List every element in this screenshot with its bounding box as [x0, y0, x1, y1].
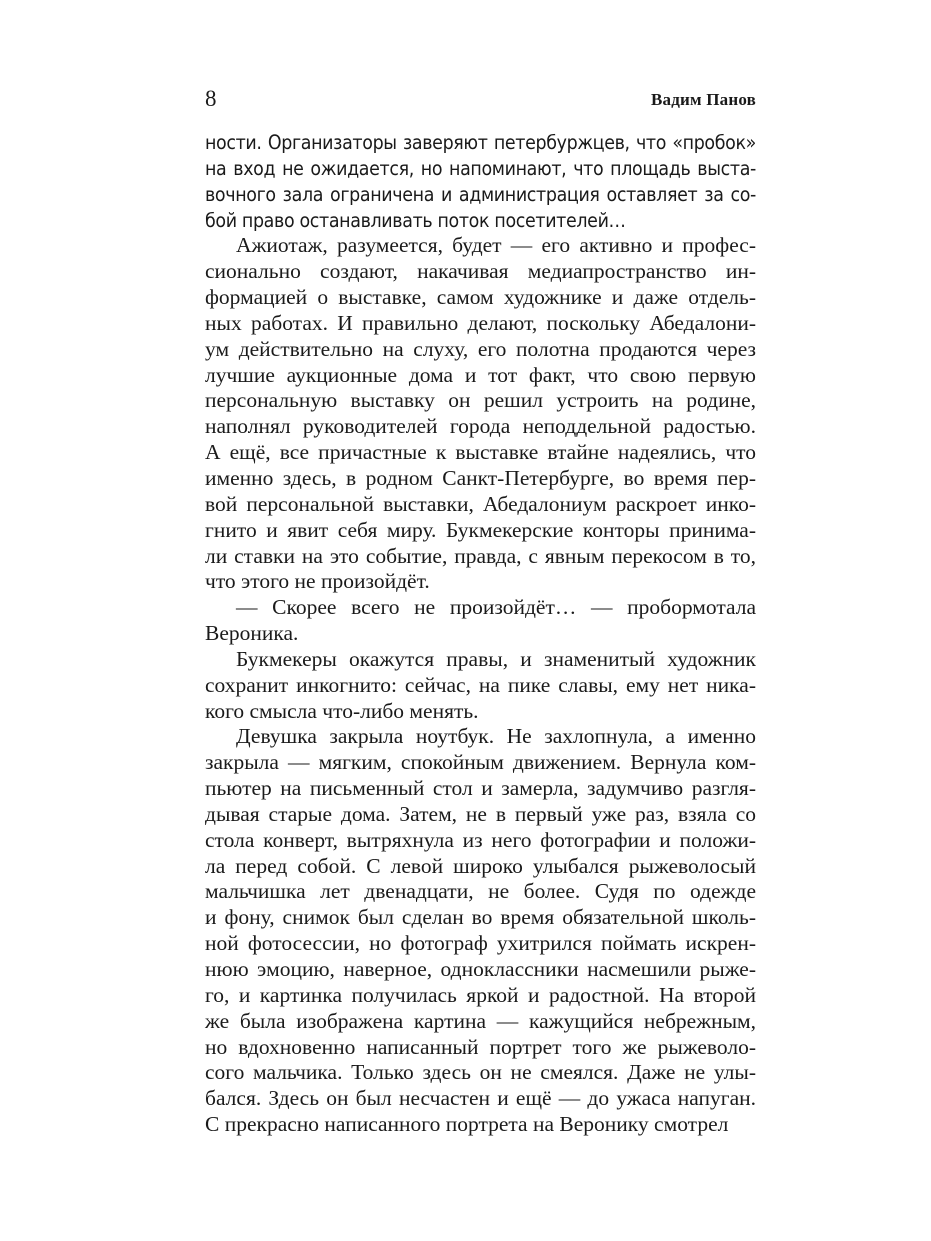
text-line: именно здесь, в родном Санкт-Петербурге, во время пер- — [205, 465, 756, 490]
text-line: и фону, снимок был сделан во время обязательной школь- — [205, 905, 756, 930]
text-line: гнито и явит себя миру. Букмекерские конторы принима- — [205, 517, 756, 542]
running-head-author: Вадим Панов — [650, 90, 756, 109]
page-header — [205, 84, 756, 118]
text-line: пьютер на письменный стол и замерла, задумчиво разгля- — [205, 776, 756, 801]
text-line: на вход не ожидается, но напоминают, что площадь выста- — [205, 156, 756, 180]
text-line: сионально создают, накачивая медиапространство ин- — [205, 259, 756, 284]
paragraph — [205, 647, 756, 725]
text-line: ных работах. И правильно делают, поскольку Абедалони- — [205, 310, 756, 335]
text-line: ной фотосессии, но фотограф ухитрился поймать искрен- — [205, 931, 756, 956]
text-line: А ещё, все причастные к выставке втайне надеялись, что — [205, 440, 756, 465]
text-line: же была изображена картина — кажущийся небрежным, — [205, 1008, 756, 1033]
text-line: Ажиотаж, разумеется, будет — его активно и профес- — [236, 233, 756, 258]
page-number: 8 — [205, 86, 217, 111]
text-line: ум действительно на слуху, его полотна продаются через — [205, 336, 756, 361]
text-line: бой право останавливать поток посетителей… — [205, 208, 626, 232]
text-line: Девушка закрыла ноутбук. Не захлопнула, а именно — [236, 724, 756, 749]
text-line: — Скорее всего не произойдёт… — пробормотала — [236, 595, 756, 620]
text-line: нюю эмоцию, наверное, одноклассники насмешили рыже- — [205, 957, 756, 981]
text-line: закрыла — мягким, спокойным движением. Вернула ком- — [205, 750, 756, 775]
text-line: бался. Здесь он был несчастен и ещё — до ужаса напуган. — [205, 1086, 756, 1111]
text-line: Букмекеры окажутся правы, и знаменитый художник — [236, 646, 756, 671]
text-line: ли ставки на это событие, правда, с явным перекосом в то, — [205, 543, 756, 568]
text-line: дывая старые дома. Затем, не в первый уже раз, взяла со — [205, 801, 756, 826]
text-line: наполнял руководителей города неподдельной радостью. — [205, 414, 756, 439]
text-line: сохранит инкогнито: сейчас, на пике славы, ему нет ника- — [205, 672, 756, 697]
text-line: го, и картинка получилась яркой и радостной. На второй — [205, 982, 756, 1007]
paragraph — [205, 130, 756, 233]
text-line: Вероника. — [205, 621, 299, 646]
text-line: вой персональной выставки, Абедалониум раскроет инко- — [205, 491, 756, 516]
text-line: стола конверт, вытряхнула из него фотографии и положи- — [205, 827, 756, 852]
text-line: ности. Организаторы заверяют петербуржцев, что «пробок» — [205, 131, 756, 154]
paragraph — [205, 724, 756, 1138]
text-line: лучшие аукционные дома и тот факт, что свою первую — [205, 362, 756, 387]
text-line: мальчишка лет двенадцати, не более. Судя по одежде — [205, 879, 756, 904]
text-line: персональную выставку он решил устроить на родине, — [205, 388, 756, 413]
text-line: С прекрасно написанного портрета на Веронику смотрел — [205, 1112, 729, 1137]
text-line: формацией о выставке, самом художнике и даже отдель- — [205, 285, 756, 310]
text-line: кого смысла что-либо менять. — [205, 698, 479, 723]
paragraph — [205, 595, 756, 647]
paragraph — [205, 233, 756, 595]
body-text — [205, 130, 756, 1138]
text-line: сого мальчика. Только здесь он не смеялся. Даже не улы- — [205, 1060, 756, 1085]
text-line: ла перед собой. С левой широко улыбался рыжеволосый — [205, 853, 756, 878]
text-line: вочного зала ограничена и администрация оставляет за со- — [205, 182, 756, 206]
text-line: но вдохновенно написанный портрет того же рыжеволо- — [205, 1034, 756, 1059]
text-line: что этого не произойдёт. — [205, 569, 430, 594]
